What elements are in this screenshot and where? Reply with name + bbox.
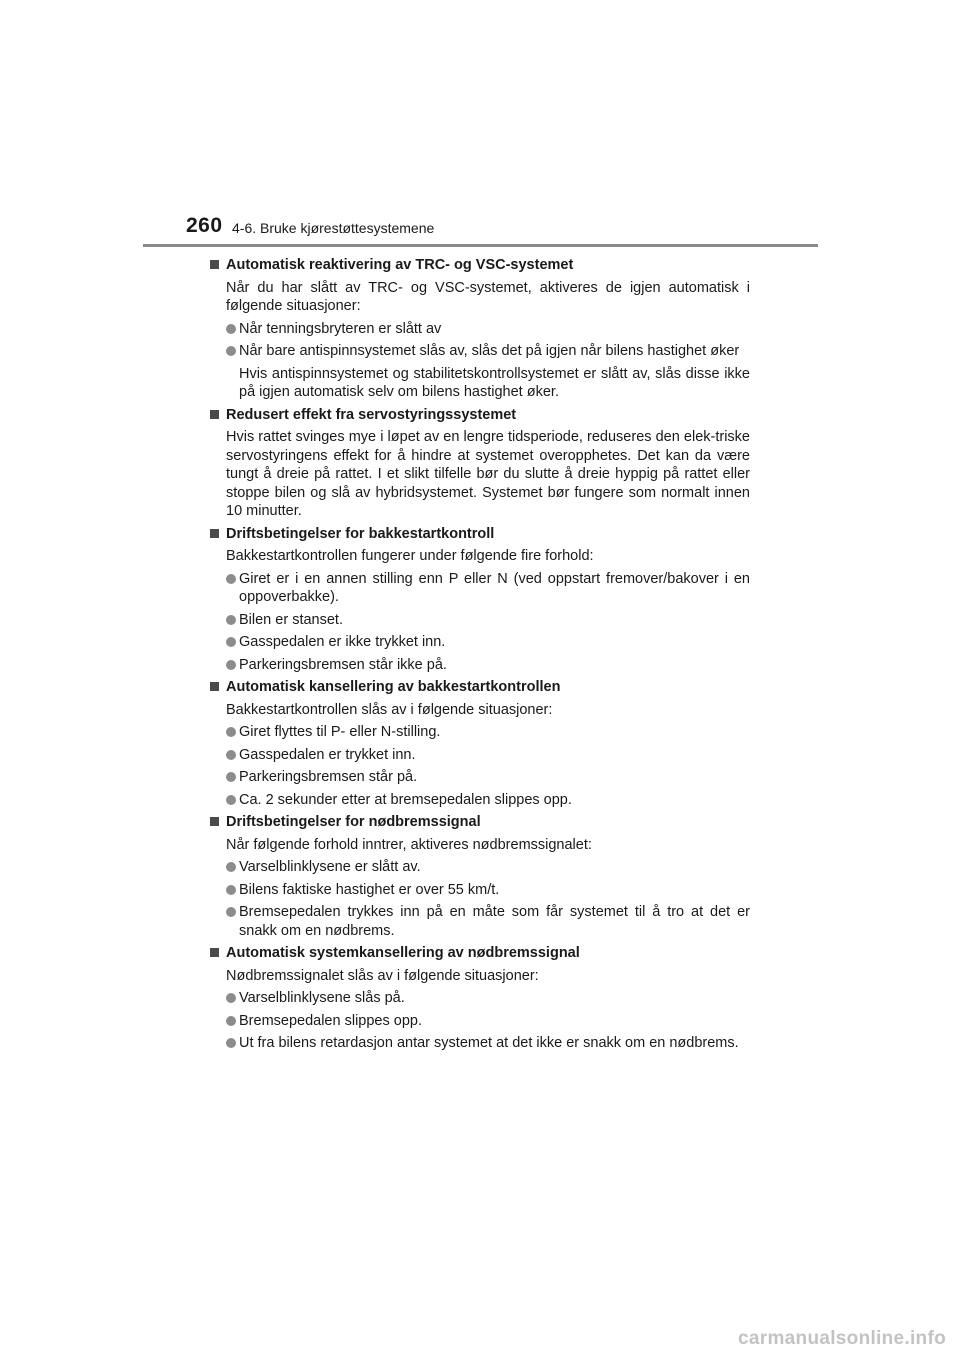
section: [210, 406, 750, 521]
section: [210, 813, 750, 940]
section-heading-text: Automatisk kansellering av bakkestartkontrollen: [226, 679, 561, 695]
section-intro: Bakkestartkontrollen fungerer under følgende fire forhold:: [226, 548, 594, 564]
list-item-text: Bremsepedalen trykkes inn på en måte som får systemet til å tro at det er snakk om en nødbrems.: [239, 904, 750, 939]
list-item-text: Ut fra bilens retardasjon antar systemet at det ikke er snakk om en nødbrems.: [239, 1035, 739, 1051]
list-item: [210, 791, 750, 810]
section-heading-text: Driftsbetingelser for bakkestartkontroll: [226, 525, 495, 542]
list-item-text: Varselblinklysene er slått av.: [239, 859, 421, 875]
page-content: [210, 256, 750, 1057]
list-item-text: Gasspedalen er ikke trykket inn.: [239, 634, 446, 650]
list-item: [210, 903, 750, 940]
section-heading: [210, 406, 750, 425]
list-item: [210, 633, 750, 652]
section-heading: [210, 813, 750, 832]
circle-bullet-icon: [226, 795, 236, 805]
section-heading: [210, 678, 750, 697]
list-item: [210, 611, 750, 630]
square-bullet-icon: [210, 817, 219, 826]
list-item: [210, 1034, 750, 1053]
list-item: [210, 858, 750, 877]
circle-bullet-icon: [226, 574, 236, 584]
section-heading-text: Redusert effekt fra servostyringssystemet: [226, 406, 517, 423]
section-intro: Hvis rattet svinges mye i løpet av en lengre tidsperiode, reduseres den elek-triske servostyringens effekt for å hindre at systemet overopphetes. Det kan da være tungt å dreie på rattet. I et slikt tilfelle bør du slutte å dreie hyppig på rattet eller stoppe bilen og slå av hybridsystemet. Systemet bør fungere som normalt innen 10 minutter.: [226, 429, 750, 519]
square-bullet-icon: [210, 948, 219, 957]
list-item-text: Parkeringsbremsen står på.: [239, 769, 418, 785]
circle-bullet-icon: [226, 615, 236, 625]
list-item: [210, 1012, 750, 1031]
section-heading-text: Automatisk reaktivering av TRC- og VSC-systemet: [226, 257, 574, 273]
circle-bullet-icon: [226, 637, 236, 647]
list-item-text: Varselblinklysene slås på.: [239, 990, 405, 1006]
watermark-text: carmanualsonline.info: [738, 1328, 946, 1349]
square-bullet-icon: [210, 410, 219, 419]
list-item: [210, 989, 750, 1008]
section-intro: Når du har slått av TRC- og VSC-systemet, aktiveres de igjen automatisk i følgende situasjoner:: [226, 279, 750, 314]
circle-bullet-icon: [226, 772, 236, 782]
list-item-text: Når bare antispinnsystemet slås av, slås det på igjen når bilens hastighet øker: [239, 343, 740, 359]
list-item-text: Giret flyttes til P- eller N-stilling.: [239, 724, 441, 740]
circle-bullet-icon: [226, 1016, 236, 1026]
list-item: [210, 570, 750, 607]
circle-bullet-icon: [226, 885, 236, 895]
section-intro: Når følgende forhold inntrer, aktiveres nødbremssignalet:: [226, 836, 592, 853]
section-note: Hvis antispinnsystemet og stabilitetskontrollsystemet er slått av, slås disse ikke på igjen automatisk selv om bilens hastighet øker.: [239, 365, 750, 400]
circle-bullet-icon: [226, 750, 236, 760]
circle-bullet-icon: [226, 324, 236, 334]
list-item-text: Bremsepedalen slippes opp.: [239, 1012, 422, 1029]
circle-bullet-icon: [226, 660, 236, 670]
list-item-text: Når tenningsbryteren er slått av: [239, 320, 442, 337]
list-item-text: Gasspedalen er trykket inn.: [239, 746, 416, 763]
section-heading-text: Driftsbetingelser for nødbremssignal: [226, 814, 481, 830]
section: [210, 256, 750, 402]
section: [210, 678, 750, 809]
list-item-text: Parkeringsbremsen står ikke på.: [239, 656, 447, 673]
circle-bullet-icon: [226, 727, 236, 737]
page-number: 260: [186, 214, 223, 237]
list-item: [210, 746, 750, 765]
list-item: [210, 881, 750, 900]
circle-bullet-icon: [226, 1038, 236, 1048]
section-heading-text: Automatisk systemkansellering av nødbremssignal: [226, 945, 580, 961]
list-item: [210, 342, 750, 361]
list-item-text: Bilen er stanset.: [239, 611, 343, 628]
list-item: [210, 320, 750, 339]
page-header: [0, 0, 960, 250]
header-divider: [143, 244, 818, 247]
section-intro: Nødbremssignalet slås av i følgende situasjoner:: [226, 967, 539, 984]
square-bullet-icon: [210, 529, 219, 538]
circle-bullet-icon: [226, 346, 236, 356]
circle-bullet-icon: [226, 907, 236, 917]
square-bullet-icon: [210, 260, 219, 269]
list-item-text: Giret er i en annen stilling enn P eller N (ved oppstart fremover/bakover i en oppoverbakke).: [239, 570, 750, 605]
section: [210, 525, 750, 675]
circle-bullet-icon: [226, 862, 236, 872]
square-bullet-icon: [210, 682, 219, 691]
section: [210, 944, 750, 1053]
section-intro: Bakkestartkontrollen slås av i følgende situasjoner:: [226, 701, 553, 718]
list-item: [210, 768, 750, 787]
list-item: [210, 656, 750, 675]
list-item-text: Ca. 2 sekunder etter at bremsepedalen slippes opp.: [239, 791, 572, 808]
circle-bullet-icon: [226, 993, 236, 1003]
section-heading: [210, 525, 750, 544]
section-heading: [210, 944, 750, 963]
section-heading: [210, 256, 750, 275]
list-item-text: Bilens faktiske hastighet er over 55 km/t.: [239, 881, 500, 898]
chapter-title: 4-6. Bruke kjørestøttesystemene: [232, 220, 435, 236]
list-item: [210, 723, 750, 742]
